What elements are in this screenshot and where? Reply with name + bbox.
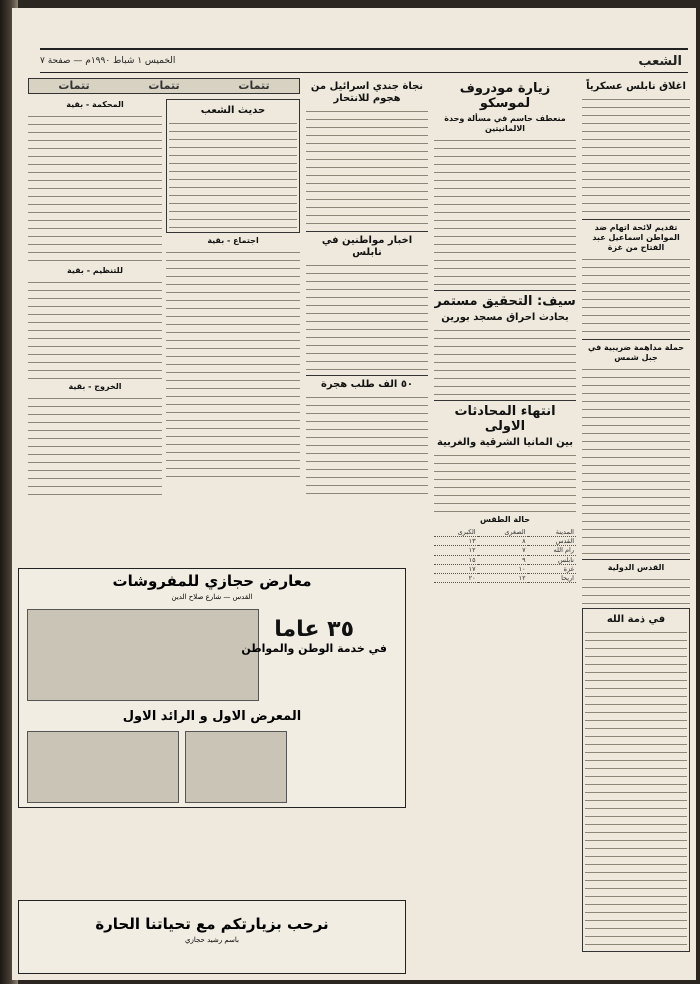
col2-subhead-2: بحادث احراق مسجد بورين (441, 312, 569, 323)
divider (582, 339, 690, 340)
banner-word: تتمات (58, 79, 90, 92)
cont-headline-2: المحكمة - بقية (66, 100, 124, 110)
ad-slogan: في خدمة الوطن والمواطن (241, 642, 387, 655)
editorial-text (169, 120, 297, 230)
cont-headline-3: للتنظيم - بقية (67, 266, 123, 276)
weather-row (434, 537, 576, 546)
weather-min: ٩ (478, 555, 528, 564)
weather-title: حالة الطقس (479, 515, 530, 524)
weather-min: ١٠ (478, 564, 528, 573)
divider (306, 375, 428, 376)
weather-row (434, 546, 576, 555)
col1-text-2 (582, 256, 690, 336)
furniture-photo (185, 731, 287, 803)
banner-word: تتمات (148, 79, 180, 92)
col3-headline-2: اخبار مواطنين في نابلس (321, 235, 413, 258)
weather-col-min: الصغرى (478, 528, 528, 537)
furniture-advertisement (18, 568, 406, 808)
masthead (40, 48, 688, 73)
ad2-sign: باسم رشيد حجازي (185, 936, 239, 944)
obituary-text (585, 629, 687, 949)
col2-headline-3: انتهاء المحادثات الاولى (454, 404, 556, 434)
col2-headline-2: سيف: التحقيق مستمر (434, 294, 576, 309)
col3-text-2 (306, 262, 428, 372)
divider (434, 290, 576, 291)
weather-city: القدس (528, 537, 576, 546)
col3-text-1 (306, 108, 428, 228)
weather-max: ٢٠ (434, 574, 478, 583)
cont-headline-1: اجتماع - بقية (207, 236, 259, 246)
weather-max: ١٢ (434, 546, 478, 555)
column-4 (28, 78, 300, 980)
cont-col-b (28, 97, 162, 497)
ad-title: معارض حجازي للمفروشات (112, 572, 312, 590)
col2-headline-1: زيارة مودروف لموسكو (459, 81, 551, 111)
masthead-date: الخميس ١ شباط ١٩٩٠م — صفحة ٧ (40, 56, 176, 66)
ad2-title: نرحب بزيارتكم مع تحياتنا الحارة (95, 915, 329, 933)
ad-years: ٣٥ عاما (274, 617, 354, 642)
weather-min: ٨ (478, 537, 528, 546)
weather-row (434, 574, 576, 583)
col1-headline-4: في ذمة الله (606, 614, 666, 625)
cont-col-a (166, 97, 300, 497)
cont-text-1 (166, 249, 300, 479)
weather-row (434, 555, 576, 564)
masthead-logo: الشعب (638, 53, 682, 69)
weather-max: ١٣ (434, 537, 478, 546)
weather-max: ١٥ (434, 555, 478, 564)
weather-row (434, 564, 576, 573)
ad-subtitle: القدس — شارع صلاح الدين (171, 593, 253, 601)
weather-min: ١٢ (478, 574, 528, 583)
divider (306, 231, 428, 232)
col1-text-5 (582, 576, 690, 606)
editorial-box (166, 99, 300, 233)
greeting-advertisement (18, 900, 406, 974)
weather-city: اريحا (528, 574, 576, 583)
cont-text-2 (28, 113, 162, 263)
col2-text-3 (434, 452, 576, 512)
continuations-body (28, 97, 300, 497)
cont-text-3 (28, 279, 162, 379)
col1-text-3 (582, 366, 690, 556)
col1-text-1 (582, 96, 690, 216)
continuations-banner (28, 78, 300, 94)
col1-headline-1: اغلاق نابلس عسكرياً (586, 81, 686, 92)
wardrobe-photo (27, 731, 179, 803)
ad-years-block (241, 617, 387, 655)
col2-subhead-1: منعطف حاسم في مسألة وحدة الالمانيتين (444, 114, 566, 133)
weather-city: نابلس (528, 555, 576, 564)
col2-text-2 (434, 327, 576, 397)
column-1 (582, 78, 690, 980)
weather-min: ٧ (478, 546, 528, 555)
obituary-box (582, 608, 690, 952)
col1-headline-2: تقديم لائحة اتهام ضد المواطن اسماعيل عبد الفتاح من غزة (592, 223, 680, 252)
divider (434, 400, 576, 401)
ad-exhibit: المعرض الاول و الرائد الاول (122, 709, 302, 724)
weather-header-row (434, 528, 576, 537)
col2-subhead-3: بين المانيا الشرقية والغربية (437, 437, 573, 448)
divider (582, 219, 690, 220)
col3-headline-3: ٥٠ الف طلب هجرة (320, 379, 414, 390)
divider (582, 559, 690, 560)
weather-city: رام الله (528, 546, 576, 555)
col1-headline-5: القدس الدولية (607, 563, 665, 572)
weather-col-city: المدينة (528, 528, 576, 537)
editorial-title: حديث الشعب (200, 105, 266, 117)
weather-city: غزة (528, 564, 576, 573)
cont-headline-4: الخروج - بقية (68, 382, 122, 392)
weather-table (434, 528, 576, 583)
col3-text-3 (306, 394, 428, 494)
col2-text-1 (434, 137, 576, 287)
bedroom-photo (27, 609, 259, 701)
cont-text-4 (28, 395, 162, 495)
col3-headline-1: نجاة جندي اسرائيل من هجوم للانتحار (310, 81, 424, 104)
column-3 (306, 78, 428, 980)
col1-headline-3: حملة مداهمة ضريبية في جبل شمس (587, 343, 685, 362)
banner-word: تتمات (238, 79, 270, 92)
newspaper-page (12, 8, 696, 980)
column-2 (434, 78, 576, 980)
weather-col-max: الكبرى (434, 528, 478, 537)
weather-max: ١٧ (434, 564, 478, 573)
